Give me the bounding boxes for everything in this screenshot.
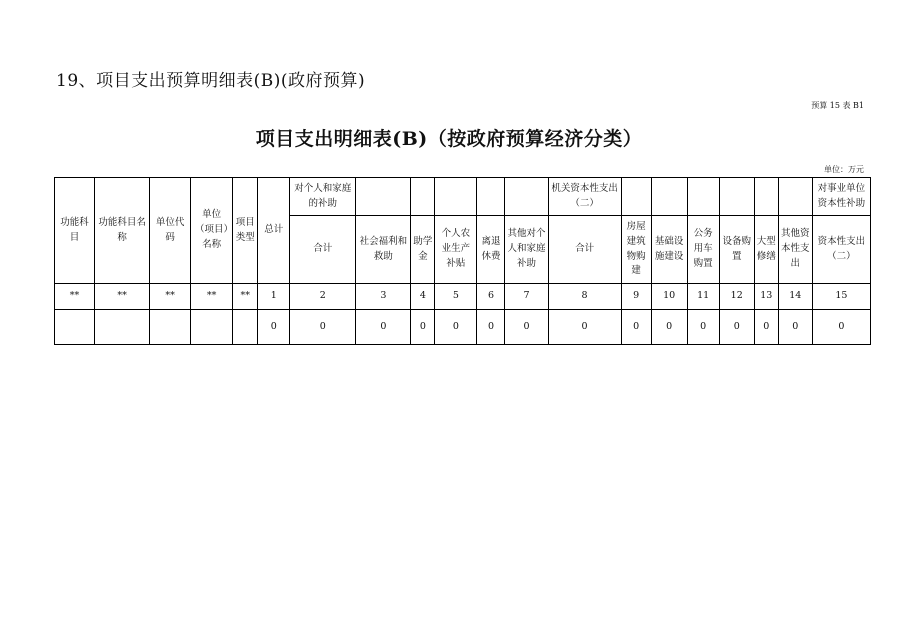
header-farmer-subsidy: 个人农业生产补贴	[435, 216, 477, 284]
index-row	[55, 284, 871, 310]
index-cell: 14	[778, 284, 812, 310]
index-cell: 4	[411, 284, 435, 310]
header-project-type: 项目类型	[233, 178, 258, 284]
header-equipment: 设备购置	[719, 216, 754, 284]
header-group-enterprise: 对事业单位资本性补助	[812, 178, 870, 216]
header-group-capital: 机关资本性支出（二）	[548, 178, 621, 216]
value-cell: 0	[687, 310, 719, 345]
index-cell: 9	[621, 284, 651, 310]
header-repair: 大型修缮	[754, 216, 778, 284]
header-other-capital: 其他资本性支出	[778, 216, 812, 284]
index-cell: 2	[290, 284, 356, 310]
table-title: 项目支出明细表(B)（按政府预算经济分类）	[255, 128, 643, 150]
header-building: 房屋建筑物购建	[621, 216, 651, 284]
value-cell	[191, 310, 233, 345]
header-func-code: 功能科目	[55, 178, 95, 284]
page-heading: 19、项目支出预算明细表(B)(政府预算)	[56, 71, 366, 91]
value-cell: 0	[505, 310, 548, 345]
unit-label: 单位：万元	[824, 165, 864, 174]
value-cell: 0	[435, 310, 477, 345]
value-cell: 0	[477, 310, 505, 345]
header-infrastructure: 基础设施建设	[651, 216, 687, 284]
budget-table	[54, 177, 871, 345]
header-enterprise-capital: 资本性支出（二）	[812, 216, 870, 284]
index-cell: 8	[548, 284, 621, 310]
index-cell: 7	[505, 284, 548, 310]
value-cell: 0	[719, 310, 754, 345]
header-retirement: 离退休费	[477, 216, 505, 284]
index-cell: 10	[651, 284, 687, 310]
value-cell: 0	[754, 310, 778, 345]
header-total: 总计	[258, 178, 290, 284]
header-capital-total: 合计	[548, 216, 621, 284]
value-cell: 0	[812, 310, 870, 345]
value-cell: 0	[411, 310, 435, 345]
header-func-name: 功能科目名称	[95, 178, 150, 284]
value-cell: 0	[290, 310, 356, 345]
index-cell: **	[233, 284, 258, 310]
index-cell: 5	[435, 284, 477, 310]
header-row-1	[55, 178, 871, 216]
value-cell: 0	[548, 310, 621, 345]
index-cell: 12	[719, 284, 754, 310]
index-cell: **	[191, 284, 233, 310]
header-other-personal: 其他对个人和家庭补助	[505, 216, 548, 284]
value-cell: 0	[778, 310, 812, 345]
value-cell: 0	[356, 310, 411, 345]
index-cell: 11	[687, 284, 719, 310]
header-unit-name: 单位（项目）名称	[191, 178, 233, 284]
header-group-personal: 对个人和家庭的补助	[290, 178, 356, 216]
header-social-welfare: 社会福利和救助	[356, 216, 411, 284]
index-cell: 3	[356, 284, 411, 310]
table-code: 预算 15 表 B1	[811, 101, 864, 110]
value-row	[55, 310, 871, 345]
value-cell: 0	[621, 310, 651, 345]
index-cell: 6	[477, 284, 505, 310]
index-cell: **	[95, 284, 150, 310]
header-unit-code: 单位代码	[150, 178, 191, 284]
index-cell: 1	[258, 284, 290, 310]
index-cell: 15	[812, 284, 870, 310]
value-cell	[95, 310, 150, 345]
value-cell	[233, 310, 258, 345]
index-cell: **	[150, 284, 191, 310]
index-cell: 13	[754, 284, 778, 310]
header-vehicle: 公务用车购置	[687, 216, 719, 284]
value-cell	[55, 310, 95, 345]
header-stipend: 助学金	[411, 216, 435, 284]
header-personal-total: 合计	[290, 216, 356, 284]
index-cell: **	[55, 284, 95, 310]
value-cell: 0	[258, 310, 290, 345]
value-cell: 0	[651, 310, 687, 345]
value-cell	[150, 310, 191, 345]
